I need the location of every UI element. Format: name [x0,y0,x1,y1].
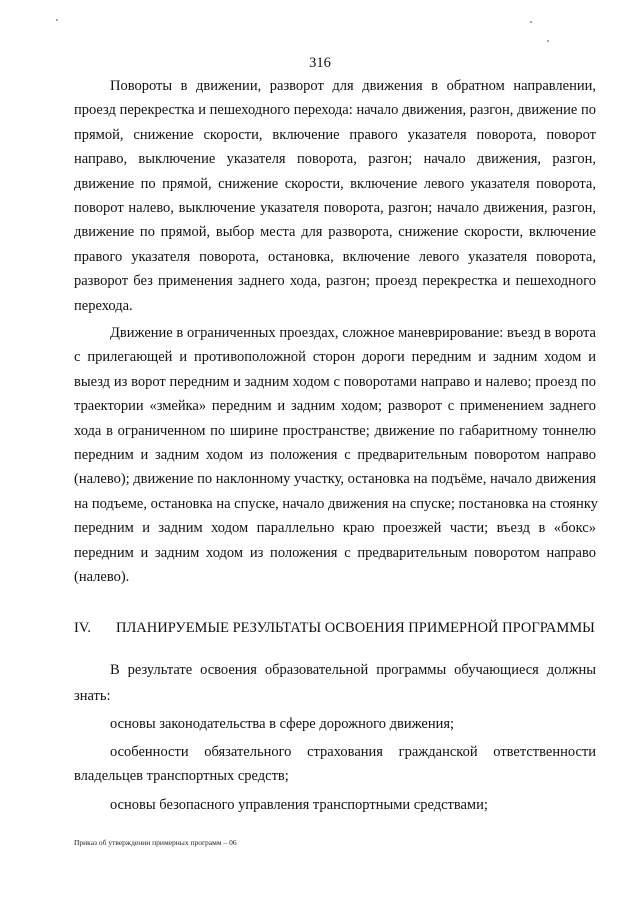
footer-caption: Приказ об утверждении примерных программ – 06 [74,838,237,847]
section-heading [74,618,596,638]
results-intro-text: В результате освоения образовательной программы обучающиеся должны [110,662,596,678]
paragraph-line: (налево); движение по наклонному участку, остановка на подъёме, начало движения [74,471,597,488]
paragraph-line: разворот без применения заднего хода, разгон; проезд перекрестка и пешеходного [74,273,596,290]
paragraph-line: передним и задним ходом из положения с предварительным поворотом направо [74,446,596,463]
paragraph-line: выезд из ворот передним и задним ходом с поворотами направо и налево; проезд по [74,373,596,390]
knowledge-item-text: основы безопасного управления транспортными средствами; [110,797,488,813]
paragraph-line: движение по прямой, выбор места для разворота, снижение скорости, включение [74,224,596,241]
scan-speck [547,40,549,42]
know-label [74,684,596,708]
paragraph-line: Движение в ограниченных проездах, сложное маневрирование: въезд в ворота [110,325,596,341]
paragraph-line: правого указателя поворота, остановка, включение левого указателя поворота, [74,248,596,265]
paragraph-line: передним и задним ходом из положения с предварительным поворотом направо [74,544,596,561]
scan-speck [56,19,58,21]
paragraph-line: с прилегающей и противоположной сторон дороги передним и задним ходом и [74,349,596,366]
know-label-text: знать: [74,688,111,704]
paragraph-line: движение по прямой, снижение скорости, включение левого указателя поворота, [74,175,596,192]
page-number: 316 [309,55,331,71]
knowledge-item-text: владельцев транспортных средств; [74,768,289,784]
paragraph-line: направо, выключение указателя поворота, разгон; начало движения, разгон, [74,151,596,168]
paragraph-line: поворот налево, выключение указателя поворота, разгон; начало движения, разгон, [74,199,596,216]
paragraph-line: траектории «змейка» передним и задним ходом; разворот с применением заднего [74,398,596,415]
knowledge-item-text: основы законодательства в сфере дорожного движения; [110,716,455,732]
knowledge-item [74,793,596,817]
results-intro [74,658,596,682]
scan-speck [530,21,532,23]
paragraph-line: прямой, снижение скорости, включение правого указателя поворота, поворот [74,126,596,143]
paragraph-line: хода в ограниченном по ширине пространстве; движение по габаритному тоннелю [74,422,596,439]
paragraph-line: перехода. [74,297,133,314]
knowledge-item-text: особенности обязательного страхования гражданской ответственности [110,744,596,760]
section-number: IV. [74,620,92,636]
paragraph-restricted-passages [74,321,596,589]
knowledge-item [74,740,596,764]
paragraph-line: Повороты в движении, разворот для движения в обратном направлении, [110,78,596,94]
paragraph-line: проезд перекрестка и пешеходного перехода: начало движения, разгон, движение по [74,102,596,119]
paragraph-line: на подъеме, остановка на спуске, начало движения на спуске; постановка на стоянку [74,495,598,512]
paragraph-line: передним и задним ходом параллельно краю проезжей части; въезд в «бокс» [74,520,596,537]
knowledge-item-continuation [74,764,596,788]
paragraph-line: (налево). [74,568,130,585]
paragraph-turns-in-motion [74,74,596,318]
knowledge-item [74,712,596,736]
section-title: ПЛАНИРУЕМЫЕ РЕЗУЛЬТАТЫ ОСВОЕНИЯ ПРИМЕРНОЙ ПРОГРАММЫ [116,620,595,636]
